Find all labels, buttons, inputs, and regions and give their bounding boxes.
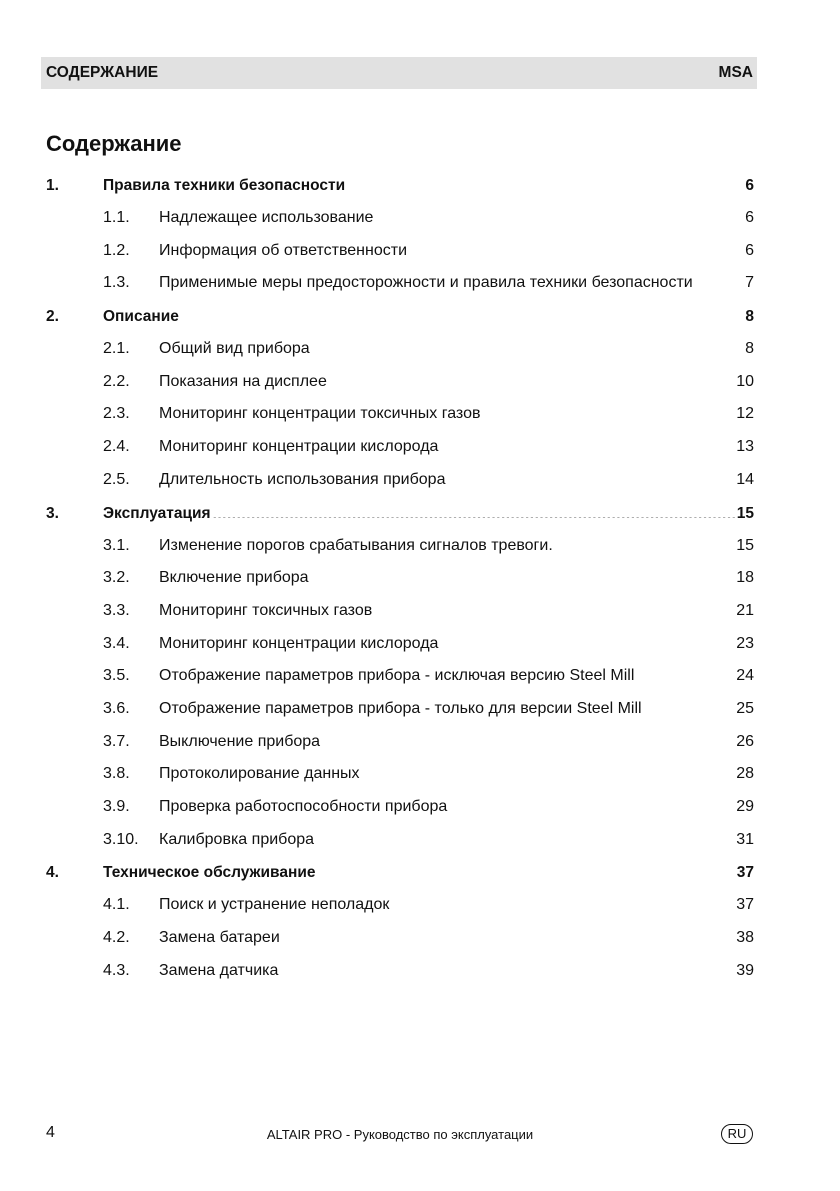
toc-dot-leader — [213, 502, 735, 518]
toc-dot-leader — [449, 795, 734, 811]
toc-entry-title: Показания на дисплее — [159, 372, 327, 390]
toc-subsection-entry[interactable] — [46, 202, 754, 235]
toc-entry-title: Описание — [103, 308, 179, 326]
language-badge: RU — [721, 1124, 753, 1144]
toc-entry-number: 3.8. — [103, 765, 130, 783]
toc-dot-leader — [644, 697, 735, 713]
toc-section-entry[interactable] — [46, 303, 754, 333]
toc-entry-title: Отображение параметров прибора - только для версии Steel Mill — [159, 699, 642, 717]
toc-subsection-entry[interactable] — [46, 562, 754, 595]
toc-section-entry[interactable] — [46, 859, 754, 889]
toc-dot-leader — [329, 370, 734, 386]
toc-entry-page: 28 — [736, 765, 754, 783]
toc-dot-leader — [312, 337, 743, 353]
toc-entry-page: 37 — [736, 896, 754, 914]
toc-entry-title: Мониторинг концентрации токсичных газов — [159, 405, 481, 423]
toc-entry-number: 1.3. — [103, 274, 130, 292]
toc-entry-title: Замена батареи — [159, 929, 280, 947]
toc-dot-leader — [636, 664, 734, 680]
toc-entry-page: 15 — [736, 536, 754, 554]
running-header — [41, 57, 757, 89]
toc-dot-leader — [447, 468, 734, 484]
toc-dot-leader — [555, 534, 734, 550]
toc-entry-number: 1.2. — [103, 241, 130, 259]
toc-entry-page: 15 — [736, 504, 754, 522]
toc-subsection-entry[interactable] — [46, 398, 754, 431]
toc-entry-title: Протоколирование данных — [159, 765, 360, 783]
toc-entry-page: 21 — [736, 601, 754, 619]
toc-dot-leader — [374, 599, 734, 615]
toc-entry-number: 3.2. — [103, 569, 130, 587]
toc-entry-number: 4.2. — [103, 929, 130, 947]
toc-entry-number: 4.1. — [103, 896, 130, 914]
toc-entry-title: Техническое обслуживание — [103, 864, 316, 882]
footer-document-title: ALTAIR PRO - Руководство по эксплуатации — [266, 1127, 534, 1142]
toc-dot-leader — [440, 632, 734, 648]
toc-dot-leader — [280, 959, 734, 975]
footer-page-number: 4 — [46, 1124, 55, 1141]
toc-entry-number: 3.7. — [103, 732, 130, 750]
toc-entry-title: Проверка работоспособности прибора — [159, 798, 448, 815]
toc-entry-page: 10 — [736, 372, 754, 390]
toc-subsection-entry[interactable] — [46, 431, 754, 464]
toc-entry-page: 13 — [736, 438, 754, 456]
toc-entry-number: 4.3. — [103, 961, 130, 979]
toc-subsection-entry[interactable] — [46, 333, 754, 366]
toc-entry-number: 3.5. — [103, 667, 130, 685]
toc-entry-page: 39 — [736, 961, 754, 979]
page-title: Содержание — [46, 131, 182, 156]
toc-dot-leader — [440, 435, 734, 451]
toc-dot-leader — [316, 828, 734, 844]
toc-dot-leader — [318, 862, 735, 878]
toc-entry-number: 2. — [46, 308, 59, 326]
toc-dot-leader — [362, 762, 735, 778]
toc-entry-title: Правила техники безопасности — [103, 177, 346, 194]
toc-section-entry[interactable] — [46, 500, 754, 530]
toc-entry-number: 3. — [46, 504, 59, 522]
toc-entry-title: Применимые меры предосторожности и правила техники безопасности — [159, 274, 693, 292]
toc-entry-page: 25 — [736, 699, 754, 717]
toc-subsection-entry[interactable] — [46, 595, 754, 628]
toc-entry-title: Длительность использования прибора — [159, 470, 446, 488]
toc-entry-page: 14 — [736, 470, 754, 488]
toc-entry-title: Мониторинг концентрации кислорода — [159, 634, 439, 652]
toc-entry-number: 2.1. — [103, 340, 130, 358]
toc-entry-number: 3.3. — [103, 601, 130, 619]
toc-dot-leader — [482, 402, 734, 418]
toc-dot-leader — [695, 271, 743, 287]
toc-subsection-entry[interactable] — [46, 530, 754, 563]
toc-dot-leader — [347, 175, 743, 191]
toc-entry-page: 8 — [745, 340, 754, 358]
toc-entry-title: Включение прибора — [159, 569, 309, 587]
toc-subsection-entry[interactable] — [46, 366, 754, 399]
toc-entry-title: Отображение параметров прибора - исключая версию Steel Mill — [159, 667, 635, 685]
toc-entry-page: 38 — [736, 929, 754, 947]
toc-entry-number: 2.2. — [103, 372, 130, 390]
toc-entry-title: Изменение порогов срабатывания сигналов тревоги. — [159, 536, 553, 554]
toc-entry-number: 3.10. — [103, 830, 139, 848]
toc-entry-title: Поиск и устранение неполадок — [159, 896, 390, 914]
toc-entry-page: 24 — [736, 667, 754, 685]
toc-entry-number: 2.4. — [103, 438, 130, 456]
toc-entry-title: Эксплуатация — [103, 504, 211, 522]
toc-entry-number: 3.4. — [103, 634, 130, 652]
toc-entry-page: 23 — [736, 634, 754, 652]
header-section-label: СОДЕРЖАНИЕ — [46, 64, 159, 81]
toc-dot-leader — [311, 566, 735, 582]
toc-entry-title: Информация об ответственности — [159, 241, 408, 259]
toc-subsection-entry[interactable] — [46, 628, 754, 661]
toc-dot-leader — [181, 306, 743, 322]
toc-entry-title: Общий вид прибора — [159, 340, 310, 358]
toc-dot-leader — [391, 893, 734, 909]
toc-entry-number: 1.1. — [103, 209, 130, 226]
toc-subsection-entry[interactable] — [46, 758, 754, 791]
toc-entry-number: 2.3. — [103, 405, 130, 423]
toc-entry-page: 18 — [736, 569, 754, 587]
toc-entry-title: Выключение прибора — [159, 732, 321, 750]
toc-entry-page: 12 — [736, 405, 754, 423]
toc-subsection-entry[interactable] — [46, 922, 754, 955]
toc-subsection-entry[interactable] — [46, 824, 754, 857]
toc-entry-number: 3.1. — [103, 536, 130, 554]
toc-entry-number: 2.5. — [103, 470, 130, 488]
toc-section-entry[interactable] — [46, 172, 754, 202]
toc-dot-leader — [375, 206, 743, 222]
toc-entry-page: 6 — [745, 241, 754, 259]
toc-subsection-entry[interactable] — [46, 464, 754, 497]
toc-entry-page: 6 — [745, 209, 754, 226]
toc-entry-page: 6 — [745, 177, 754, 194]
toc-subsection-entry[interactable] — [46, 955, 754, 988]
toc-subsection-entry[interactable] — [46, 235, 754, 268]
toc-dot-leader — [322, 730, 734, 746]
toc-entry-number: 1. — [46, 177, 59, 194]
toc-entry-page: 31 — [736, 830, 754, 848]
toc-entry-page: 29 — [736, 798, 754, 815]
toc-entry-title: Калибровка прибора — [159, 830, 315, 848]
toc-subsection-entry[interactable] — [46, 267, 754, 300]
table-of-contents — [46, 172, 754, 987]
toc-entry-number: 3.6. — [103, 699, 130, 717]
toc-entry-page: 37 — [736, 864, 754, 882]
header-brand-label: MSA — [718, 64, 753, 81]
toc-subsection-entry[interactable] — [46, 660, 754, 693]
toc-entry-page: 8 — [745, 308, 754, 326]
toc-entry-title: Мониторинг концентрации кислорода — [159, 438, 439, 456]
toc-entry-title: Мониторинг токсичных газов — [159, 601, 373, 619]
toc-subsection-entry[interactable] — [46, 791, 754, 824]
toc-dot-leader — [409, 239, 743, 255]
toc-entry-page: 26 — [736, 732, 754, 750]
toc-subsection-entry[interactable] — [46, 726, 754, 759]
toc-dot-leader — [282, 926, 734, 942]
toc-entry-title: Надлежащее использование — [159, 209, 374, 226]
toc-entry-page: 7 — [745, 274, 754, 292]
toc-entry-number: 3.9. — [103, 798, 130, 815]
page-footer — [0, 1124, 840, 1148]
toc-subsection-entry[interactable] — [46, 889, 754, 922]
toc-entry-title: Замена датчика — [159, 961, 279, 979]
toc-subsection-entry[interactable] — [46, 693, 754, 726]
toc-entry-number: 4. — [46, 864, 59, 882]
